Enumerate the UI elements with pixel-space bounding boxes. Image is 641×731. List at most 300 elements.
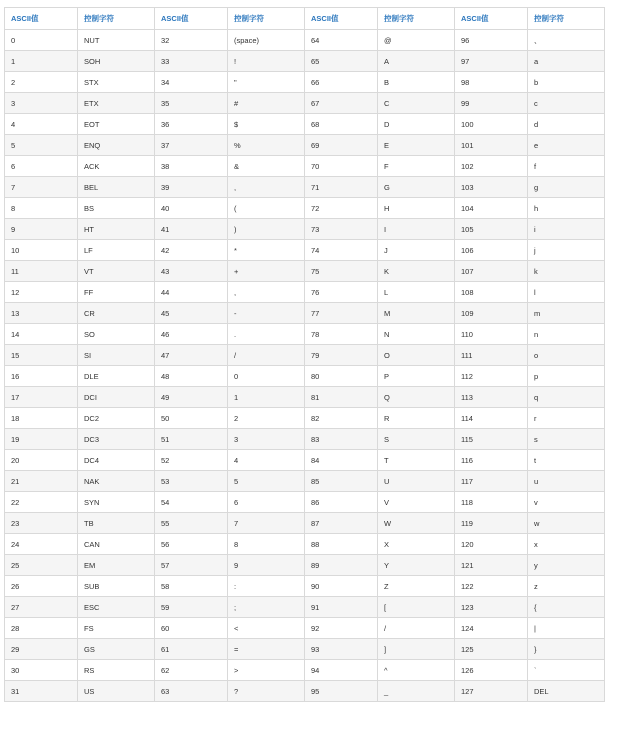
ascii-value-cell: 34: [155, 72, 228, 93]
control-char-cell: :: [228, 576, 305, 597]
control-char-cell: 5: [228, 471, 305, 492]
control-char-cell: L: [378, 282, 455, 303]
control-char-cell: ;: [228, 597, 305, 618]
ascii-value-cell: 123: [455, 597, 528, 618]
table-row: [5, 639, 605, 660]
control-char-cell: 、: [528, 30, 605, 51]
table-row: [5, 492, 605, 513]
ascii-value-cell: 108: [455, 282, 528, 303]
control-char-cell: M: [378, 303, 455, 324]
control-char-cell: C: [378, 93, 455, 114]
ascii-value-cell: 127: [455, 681, 528, 702]
control-char-cell: {: [528, 597, 605, 618]
control-char-cell: I: [378, 219, 455, 240]
control-char-cell: US: [78, 681, 155, 702]
control-char-cell: 2: [228, 408, 305, 429]
ascii-value-cell: 69: [305, 135, 378, 156]
ascii-value-cell: 22: [5, 492, 78, 513]
control-char-cell: SUB: [78, 576, 155, 597]
ascii-value-cell: 67: [305, 93, 378, 114]
ascii-value-cell: 75: [305, 261, 378, 282]
ascii-value-cell: 64: [305, 30, 378, 51]
control-char-cell: HT: [78, 219, 155, 240]
control-char-cell: TB: [78, 513, 155, 534]
control-char-cell: =: [228, 639, 305, 660]
ascii-value-cell: 9: [5, 219, 78, 240]
control-char-cell: NUT: [78, 30, 155, 51]
table-row: [5, 30, 605, 51]
control-char-cell: ETX: [78, 93, 155, 114]
ascii-value-cell: 92: [305, 618, 378, 639]
ascii-value-cell: 24: [5, 534, 78, 555]
control-char-cell: l: [528, 282, 605, 303]
control-char-cell: A: [378, 51, 455, 72]
control-char-cell: FF: [78, 282, 155, 303]
ascii-value-cell: 126: [455, 660, 528, 681]
ascii-value-cell: 61: [155, 639, 228, 660]
ascii-value-cell: 73: [305, 219, 378, 240]
control-char-cell: BS: [78, 198, 155, 219]
control-char-cell: x: [528, 534, 605, 555]
control-char-cell: H: [378, 198, 455, 219]
control-char-cell: LF: [78, 240, 155, 261]
ascii-value-cell: 118: [455, 492, 528, 513]
control-char-cell: _: [378, 681, 455, 702]
control-char-cell: J: [378, 240, 455, 261]
ascii-value-cell: 11: [5, 261, 78, 282]
control-char-cell: y: [528, 555, 605, 576]
control-char-cell: #: [228, 93, 305, 114]
ascii-value-cell: 65: [305, 51, 378, 72]
ascii-value-cell: 7: [5, 177, 78, 198]
ascii-value-cell: 124: [455, 618, 528, 639]
ascii-value-cell: 3: [5, 93, 78, 114]
control-char-cell: VT: [78, 261, 155, 282]
control-char-cell: h: [528, 198, 605, 219]
ascii-value-cell: 96: [455, 30, 528, 51]
control-char-cell: e: [528, 135, 605, 156]
control-char-cell: DC4: [78, 450, 155, 471]
control-char-cell: EOT: [78, 114, 155, 135]
ascii-value-cell: 116: [455, 450, 528, 471]
ascii-value-cell: 74: [305, 240, 378, 261]
control-char-cell: c: [528, 93, 605, 114]
ascii-value-cell: 81: [305, 387, 378, 408]
ascii-value-cell: 95: [305, 681, 378, 702]
control-char-cell: ACK: [78, 156, 155, 177]
control-char-cell: 6: [228, 492, 305, 513]
ascii-value-cell: 35: [155, 93, 228, 114]
ascii-value-cell: 37: [155, 135, 228, 156]
ascii-value-cell: 33: [155, 51, 228, 72]
control-char-cell: $: [228, 114, 305, 135]
control-char-cell: 7: [228, 513, 305, 534]
table-row: [5, 261, 605, 282]
control-char-cell: !: [228, 51, 305, 72]
control-char-cell: SYN: [78, 492, 155, 513]
control-char-cell: DLE: [78, 366, 155, 387]
ascii-value-cell: 121: [455, 555, 528, 576]
ascii-value-cell: 57: [155, 555, 228, 576]
ascii-value-cell: 68: [305, 114, 378, 135]
ascii-value-cell: 84: [305, 450, 378, 471]
ascii-value-cell: 87: [305, 513, 378, 534]
table-row: [5, 555, 605, 576]
table-row: [5, 282, 605, 303]
table-row: [5, 240, 605, 261]
ascii-value-cell: 111: [455, 345, 528, 366]
ascii-value-cell: 76: [305, 282, 378, 303]
table-row: [5, 450, 605, 471]
control-char-cell: w: [528, 513, 605, 534]
ascii-value-cell: 42: [155, 240, 228, 261]
ascii-value-cell: 58: [155, 576, 228, 597]
control-char-cell: G: [378, 177, 455, 198]
control-char-cell: CAN: [78, 534, 155, 555]
ascii-value-cell: 93: [305, 639, 378, 660]
table-row: [5, 408, 605, 429]
ascii-value-cell: 101: [455, 135, 528, 156]
ascii-value-cell: 60: [155, 618, 228, 639]
control-char-cell: P: [378, 366, 455, 387]
ascii-value-cell: 114: [455, 408, 528, 429]
control-char-cell: @: [378, 30, 455, 51]
ascii-value-cell: 117: [455, 471, 528, 492]
ascii-value-cell: 12: [5, 282, 78, 303]
control-char-cell: ,: [228, 177, 305, 198]
ascii-value-cell: 119: [455, 513, 528, 534]
control-char-cell: Y: [378, 555, 455, 576]
table-row: [5, 156, 605, 177]
control-char-cell: ": [228, 72, 305, 93]
control-char-cell: 0: [228, 366, 305, 387]
control-char-cell: s: [528, 429, 605, 450]
control-char-cell: (: [228, 198, 305, 219]
ascii-value-cell: 98: [455, 72, 528, 93]
control-char-cell: .: [228, 324, 305, 345]
table-row: [5, 324, 605, 345]
ascii-value-cell: 56: [155, 534, 228, 555]
ascii-value-cell: 49: [155, 387, 228, 408]
ascii-value-cell: 17: [5, 387, 78, 408]
control-char-cell: ENQ: [78, 135, 155, 156]
control-char-cell: z: [528, 576, 605, 597]
control-char-cell: /: [378, 618, 455, 639]
ascii-value-cell: 13: [5, 303, 78, 324]
ascii-value-cell: 88: [305, 534, 378, 555]
ascii-value-cell: 122: [455, 576, 528, 597]
ascii-value-cell: 6: [5, 156, 78, 177]
control-char-cell: FS: [78, 618, 155, 639]
ascii-value-cell: 36: [155, 114, 228, 135]
ascii-value-cell: 10: [5, 240, 78, 261]
table-row: [5, 597, 605, 618]
control-char-cell: DCI: [78, 387, 155, 408]
control-char-cell: 1: [228, 387, 305, 408]
ascii-value-cell: 72: [305, 198, 378, 219]
control-char-cell: N: [378, 324, 455, 345]
ascii-value-cell: 112: [455, 366, 528, 387]
ascii-value-cell: 16: [5, 366, 78, 387]
ascii-value-cell: 71: [305, 177, 378, 198]
ascii-value-cell: 50: [155, 408, 228, 429]
control-char-cell: k: [528, 261, 605, 282]
ascii-value-cell: 0: [5, 30, 78, 51]
ascii-value-cell: 19: [5, 429, 78, 450]
table-row: [5, 618, 605, 639]
ascii-value-cell: 66: [305, 72, 378, 93]
control-char-cell: *: [228, 240, 305, 261]
control-char-cell: j: [528, 240, 605, 261]
table-row: [5, 534, 605, 555]
table-row: [5, 198, 605, 219]
control-char-cell: DC3: [78, 429, 155, 450]
table-row: [5, 429, 605, 450]
control-char-cell: r: [528, 408, 605, 429]
ascii-value-cell: 63: [155, 681, 228, 702]
ascii-value-cell: 109: [455, 303, 528, 324]
control-char-cell: a: [528, 51, 605, 72]
control-char-cell: ,: [228, 282, 305, 303]
ascii-value-cell: 120: [455, 534, 528, 555]
control-char-cell: t: [528, 450, 605, 471]
control-char-cell: SI: [78, 345, 155, 366]
control-char-cell: RS: [78, 660, 155, 681]
table-row: [5, 93, 605, 114]
ascii-value-cell: 90: [305, 576, 378, 597]
control-char-cell: 3: [228, 429, 305, 450]
ascii-value-cell: 46: [155, 324, 228, 345]
ascii-value-cell: 82: [305, 408, 378, 429]
control-char-cell: m: [528, 303, 605, 324]
ascii-value-cell: 48: [155, 366, 228, 387]
ascii-value-cell: 5: [5, 135, 78, 156]
control-char-cell: SOH: [78, 51, 155, 72]
table-row: [5, 177, 605, 198]
control-char-cell: b: [528, 72, 605, 93]
ascii-value-cell: 29: [5, 639, 78, 660]
ascii-value-cell: 41: [155, 219, 228, 240]
ascii-value-cell: 44: [155, 282, 228, 303]
control-char-cell: W: [378, 513, 455, 534]
control-char-cell: d: [528, 114, 605, 135]
control-char-cell: T: [378, 450, 455, 471]
control-char-cell: DEL: [528, 681, 605, 702]
ascii-value-cell: 28: [5, 618, 78, 639]
ascii-value-cell: 62: [155, 660, 228, 681]
header-control-char: 控制字符: [378, 8, 455, 30]
control-char-cell: &: [228, 156, 305, 177]
ascii-value-cell: 26: [5, 576, 78, 597]
header-control-char: 控制字符: [528, 8, 605, 30]
ascii-value-cell: 23: [5, 513, 78, 534]
ascii-value-cell: 53: [155, 471, 228, 492]
control-char-cell: n: [528, 324, 605, 345]
control-char-cell: +: [228, 261, 305, 282]
control-char-cell: DC2: [78, 408, 155, 429]
ascii-value-cell: 4: [5, 114, 78, 135]
control-char-cell: f: [528, 156, 605, 177]
header-ascii-value: ASCII值: [305, 8, 378, 30]
control-char-cell: 8: [228, 534, 305, 555]
control-char-cell: 9: [228, 555, 305, 576]
ascii-value-cell: 115: [455, 429, 528, 450]
control-char-cell: Q: [378, 387, 455, 408]
ascii-value-cell: 91: [305, 597, 378, 618]
control-char-cell: <: [228, 618, 305, 639]
ascii-value-cell: 94: [305, 660, 378, 681]
ascii-value-cell: 55: [155, 513, 228, 534]
ascii-value-cell: 110: [455, 324, 528, 345]
ascii-value-cell: 45: [155, 303, 228, 324]
control-char-cell: p: [528, 366, 605, 387]
ascii-value-cell: 51: [155, 429, 228, 450]
control-char-cell: |: [528, 618, 605, 639]
ascii-value-cell: 79: [305, 345, 378, 366]
control-char-cell: }: [528, 639, 605, 660]
table-body: [5, 30, 605, 702]
table-row: [5, 114, 605, 135]
ascii-value-cell: 27: [5, 597, 78, 618]
ascii-value-cell: 104: [455, 198, 528, 219]
control-char-cell: STX: [78, 72, 155, 93]
ascii-value-cell: 80: [305, 366, 378, 387]
control-char-cell: R: [378, 408, 455, 429]
table-row: [5, 576, 605, 597]
control-char-cell: ?: [228, 681, 305, 702]
control-char-cell: (space): [228, 30, 305, 51]
ascii-value-cell: 2: [5, 72, 78, 93]
ascii-value-cell: 52: [155, 450, 228, 471]
ascii-value-cell: 14: [5, 324, 78, 345]
ascii-value-cell: 125: [455, 639, 528, 660]
control-char-cell: V: [378, 492, 455, 513]
header-row: [5, 8, 605, 30]
ascii-value-cell: 102: [455, 156, 528, 177]
table-header: [5, 8, 605, 30]
ascii-value-cell: 15: [5, 345, 78, 366]
ascii-table: [4, 7, 605, 702]
control-char-cell: /: [228, 345, 305, 366]
table-row: [5, 660, 605, 681]
control-char-cell: CR: [78, 303, 155, 324]
ascii-value-cell: 40: [155, 198, 228, 219]
ascii-value-cell: 86: [305, 492, 378, 513]
table-row: [5, 72, 605, 93]
control-char-cell: %: [228, 135, 305, 156]
ascii-value-cell: 20: [5, 450, 78, 471]
control-char-cell: EM: [78, 555, 155, 576]
ascii-value-cell: 32: [155, 30, 228, 51]
control-char-cell: g: [528, 177, 605, 198]
table-row: [5, 345, 605, 366]
ascii-value-cell: 83: [305, 429, 378, 450]
control-char-cell: K: [378, 261, 455, 282]
ascii-value-cell: 59: [155, 597, 228, 618]
ascii-value-cell: 97: [455, 51, 528, 72]
table-row: [5, 135, 605, 156]
control-char-cell: U: [378, 471, 455, 492]
control-char-cell: X: [378, 534, 455, 555]
control-char-cell: `: [528, 660, 605, 681]
table-row: [5, 51, 605, 72]
ascii-value-cell: 30: [5, 660, 78, 681]
ascii-value-cell: 107: [455, 261, 528, 282]
ascii-value-cell: 99: [455, 93, 528, 114]
header-ascii-value: ASCII值: [5, 8, 78, 30]
control-char-cell: 4: [228, 450, 305, 471]
control-char-cell: ESC: [78, 597, 155, 618]
control-char-cell: ^: [378, 660, 455, 681]
control-char-cell: D: [378, 114, 455, 135]
table-row: [5, 219, 605, 240]
ascii-value-cell: 31: [5, 681, 78, 702]
header-control-char: 控制字符: [78, 8, 155, 30]
table-row: [5, 366, 605, 387]
ascii-value-cell: 77: [305, 303, 378, 324]
ascii-value-cell: 21: [5, 471, 78, 492]
header-control-char: 控制字符: [228, 8, 305, 30]
control-char-cell: B: [378, 72, 455, 93]
table-row: [5, 681, 605, 702]
control-char-cell: GS: [78, 639, 155, 660]
ascii-value-cell: 100: [455, 114, 528, 135]
control-char-cell: F: [378, 156, 455, 177]
ascii-value-cell: 78: [305, 324, 378, 345]
ascii-value-cell: 54: [155, 492, 228, 513]
ascii-value-cell: 18: [5, 408, 78, 429]
ascii-value-cell: 103: [455, 177, 528, 198]
control-char-cell: >: [228, 660, 305, 681]
control-char-cell: u: [528, 471, 605, 492]
ascii-value-cell: 25: [5, 555, 78, 576]
control-char-cell: ]: [378, 639, 455, 660]
ascii-value-cell: 70: [305, 156, 378, 177]
control-char-cell: S: [378, 429, 455, 450]
ascii-value-cell: 105: [455, 219, 528, 240]
table-row: [5, 303, 605, 324]
ascii-value-cell: 8: [5, 198, 78, 219]
ascii-value-cell: 38: [155, 156, 228, 177]
control-char-cell: BEL: [78, 177, 155, 198]
control-char-cell: q: [528, 387, 605, 408]
ascii-value-cell: 39: [155, 177, 228, 198]
table-row: [5, 513, 605, 534]
table-row: [5, 471, 605, 492]
control-char-cell: i: [528, 219, 605, 240]
ascii-value-cell: 43: [155, 261, 228, 282]
control-char-cell: o: [528, 345, 605, 366]
ascii-value-cell: 47: [155, 345, 228, 366]
ascii-value-cell: 106: [455, 240, 528, 261]
control-char-cell: E: [378, 135, 455, 156]
table-row: [5, 387, 605, 408]
header-ascii-value: ASCII值: [155, 8, 228, 30]
control-char-cell: -: [228, 303, 305, 324]
control-char-cell: SO: [78, 324, 155, 345]
ascii-value-cell: 113: [455, 387, 528, 408]
header-ascii-value: ASCII值: [455, 8, 528, 30]
control-char-cell: v: [528, 492, 605, 513]
control-char-cell: Z: [378, 576, 455, 597]
control-char-cell: ): [228, 219, 305, 240]
ascii-value-cell: 89: [305, 555, 378, 576]
control-char-cell: [: [378, 597, 455, 618]
ascii-value-cell: 85: [305, 471, 378, 492]
ascii-value-cell: 1: [5, 51, 78, 72]
control-char-cell: O: [378, 345, 455, 366]
control-char-cell: NAK: [78, 471, 155, 492]
